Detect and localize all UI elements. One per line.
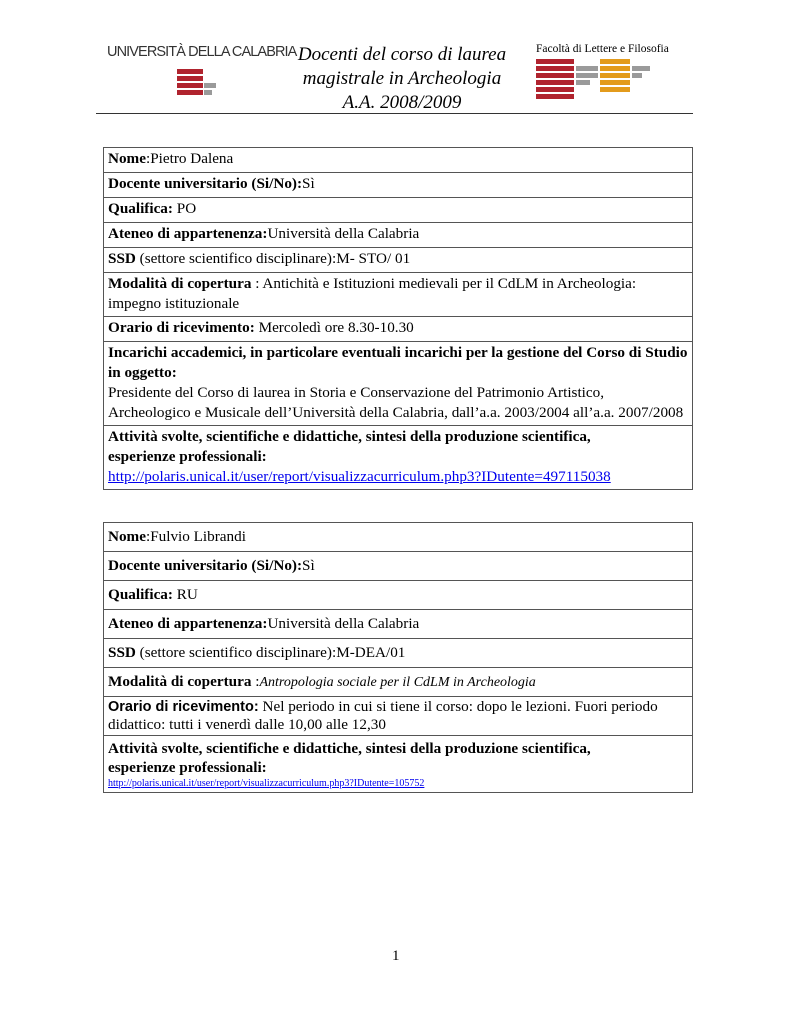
- ssd-value: M- STO/ 01: [336, 250, 411, 267]
- table-row: [104, 342, 693, 426]
- incarichi-cell: Incarichi accademici, in particolare eventuali incarichi per la gestione del Corso di Studio in oggetto: Presidente del Corso di laurea in Storia e Conservazione del Patrimonio Artistico, Archeologico e Musicale dell’Università della Calabria, dall’a.a. 2003/2004 all’a.a. 2007/2008: [104, 342, 693, 426]
- table-row: [104, 317, 693, 342]
- ssd-cell: SSD (settore scientifico disciplinare):M- STO/ 01: [104, 248, 693, 273]
- table-row: [104, 581, 693, 610]
- table-row: [104, 148, 693, 173]
- docente-value: Sì: [302, 557, 315, 574]
- docente-value: Sì: [302, 175, 315, 192]
- docente-table-1: [103, 147, 693, 490]
- page-number: 1: [392, 948, 400, 964]
- title-line-1: Docenti del corso di laurea: [297, 44, 507, 65]
- nome-cell: Nome:Fulvio Librandi: [104, 523, 693, 552]
- docente-table-2: [103, 522, 693, 793]
- ssd-cell: SSD (settore scientifico disciplinare):M-DEA/01: [104, 639, 693, 668]
- title-line-2: magistrale in Archeologia: [302, 68, 502, 89]
- faculty-logo-mark: [536, 59, 654, 101]
- qualifica-value: RU: [172, 586, 198, 603]
- table-row: [104, 273, 693, 317]
- attivita-cell: Attività svolte, scientifiche e didattiche, sintesi della produzione scientifica, esperienze professionali: http://polaris.unical.it/user/report/visualizzacurriculum.php3?IDutente=105752: [104, 736, 693, 793]
- table-row: [104, 552, 693, 581]
- modalita-cell: Modalità di copertura :Antropologia sociale per il CdLM in Archeologia: [104, 668, 693, 697]
- ateneo-value: Università della Calabria: [267, 615, 420, 632]
- curriculum-link[interactable]: http://polaris.unical.it/user/report/visualizzacurriculum.php3?IDutente=497115038: [108, 468, 611, 485]
- qualifica-cell: Qualifica: RU: [104, 581, 693, 610]
- docente-cell: Docente universitario (Si/No):Sì: [104, 173, 693, 198]
- table-row: [104, 668, 693, 697]
- table-row: [104, 223, 693, 248]
- ateneo-cell: Ateneo di appartenenza:Università della Calabria: [104, 223, 693, 248]
- table-row: [104, 610, 693, 639]
- table-row: [104, 639, 693, 668]
- qualifica-cell: Qualifica: PO: [104, 198, 693, 223]
- orario-value: Mercoledì ore 8.30-10.30: [254, 319, 414, 336]
- modalita-value: : Antichità e Istituzioni medievali per il CdLM in Archeologia: impegno istituzionale: [108, 275, 637, 312]
- table-row: [104, 736, 693, 793]
- attivita-cell: Attività svolte, scientifiche e didattiche, sintesi della produzione scientifica, esperienze professionali: http://polaris.unical.it/user/report/visualizzacurriculum.php3?IDutente=497115038: [104, 426, 693, 490]
- ateneo-value: Università della Calabria: [267, 225, 420, 242]
- table-row: [104, 248, 693, 273]
- modalita-cell: Modalità di copertura : Antichità e Istituzioni medievali per il CdLM in Archeologia: impegno istituzionale: [104, 273, 693, 317]
- table-row: [104, 426, 693, 490]
- table-row: [104, 173, 693, 198]
- orario-cell: Orario di ricevimento: Mercoledì ore 8.30-10.30: [104, 317, 693, 342]
- ssd-value: M-DEA/01: [336, 644, 406, 661]
- table-row: [104, 198, 693, 223]
- nome-value: :Pietro Dalena: [145, 150, 234, 167]
- nome-cell: Nome:Pietro Dalena: [104, 148, 693, 173]
- header-divider: [96, 113, 693, 114]
- document-title: [280, 43, 524, 115]
- title-line-3: A.A. 2008/2009: [342, 92, 462, 113]
- nome-value: :Fulvio Librandi: [145, 528, 246, 545]
- faculty-name: Facoltà di Lettere e Filosofia: [536, 43, 669, 55]
- docente-cell: Docente universitario (Si/No):Sì: [104, 552, 693, 581]
- qualifica-value: PO: [172, 200, 197, 217]
- university-logo: [107, 44, 297, 60]
- curriculum-link[interactable]: http://polaris.unical.it/user/report/visualizzacurriculum.php3?IDutente=105752: [108, 778, 425, 789]
- table-row: [104, 523, 693, 552]
- modalita-value: Antropologia sociale per il CdLM in Archeologia: [259, 675, 536, 690]
- ateneo-cell: Ateneo di appartenenza:Università della Calabria: [104, 610, 693, 639]
- orario-value: Nel periodo in cui si tiene il corso: dopo le lezioni. Fuori periodo didattico: tutti i venerdì dalle 10,00 alle 12,30: [108, 698, 658, 733]
- university-logo-mark: [177, 69, 219, 101]
- incarichi-value: Presidente del Corso di laurea in Storia e Conservazione del Patrimonio Artistico, Archeologico e Musicale dell’Università della Calabria, dall’a.a. 2003/2004 all’a.a. 2007/2008: [108, 384, 684, 421]
- university-name: UNIVERSITÀ DELLA CALABRIA: [107, 44, 297, 60]
- table-row: [104, 697, 693, 736]
- orario-cell: Orario di ricevimento: Nel periodo in cui si tiene il corso: dopo le lezioni. Fuori periodo didattico: tutti i venerdì dalle 10,00 alle 12,30: [104, 697, 693, 736]
